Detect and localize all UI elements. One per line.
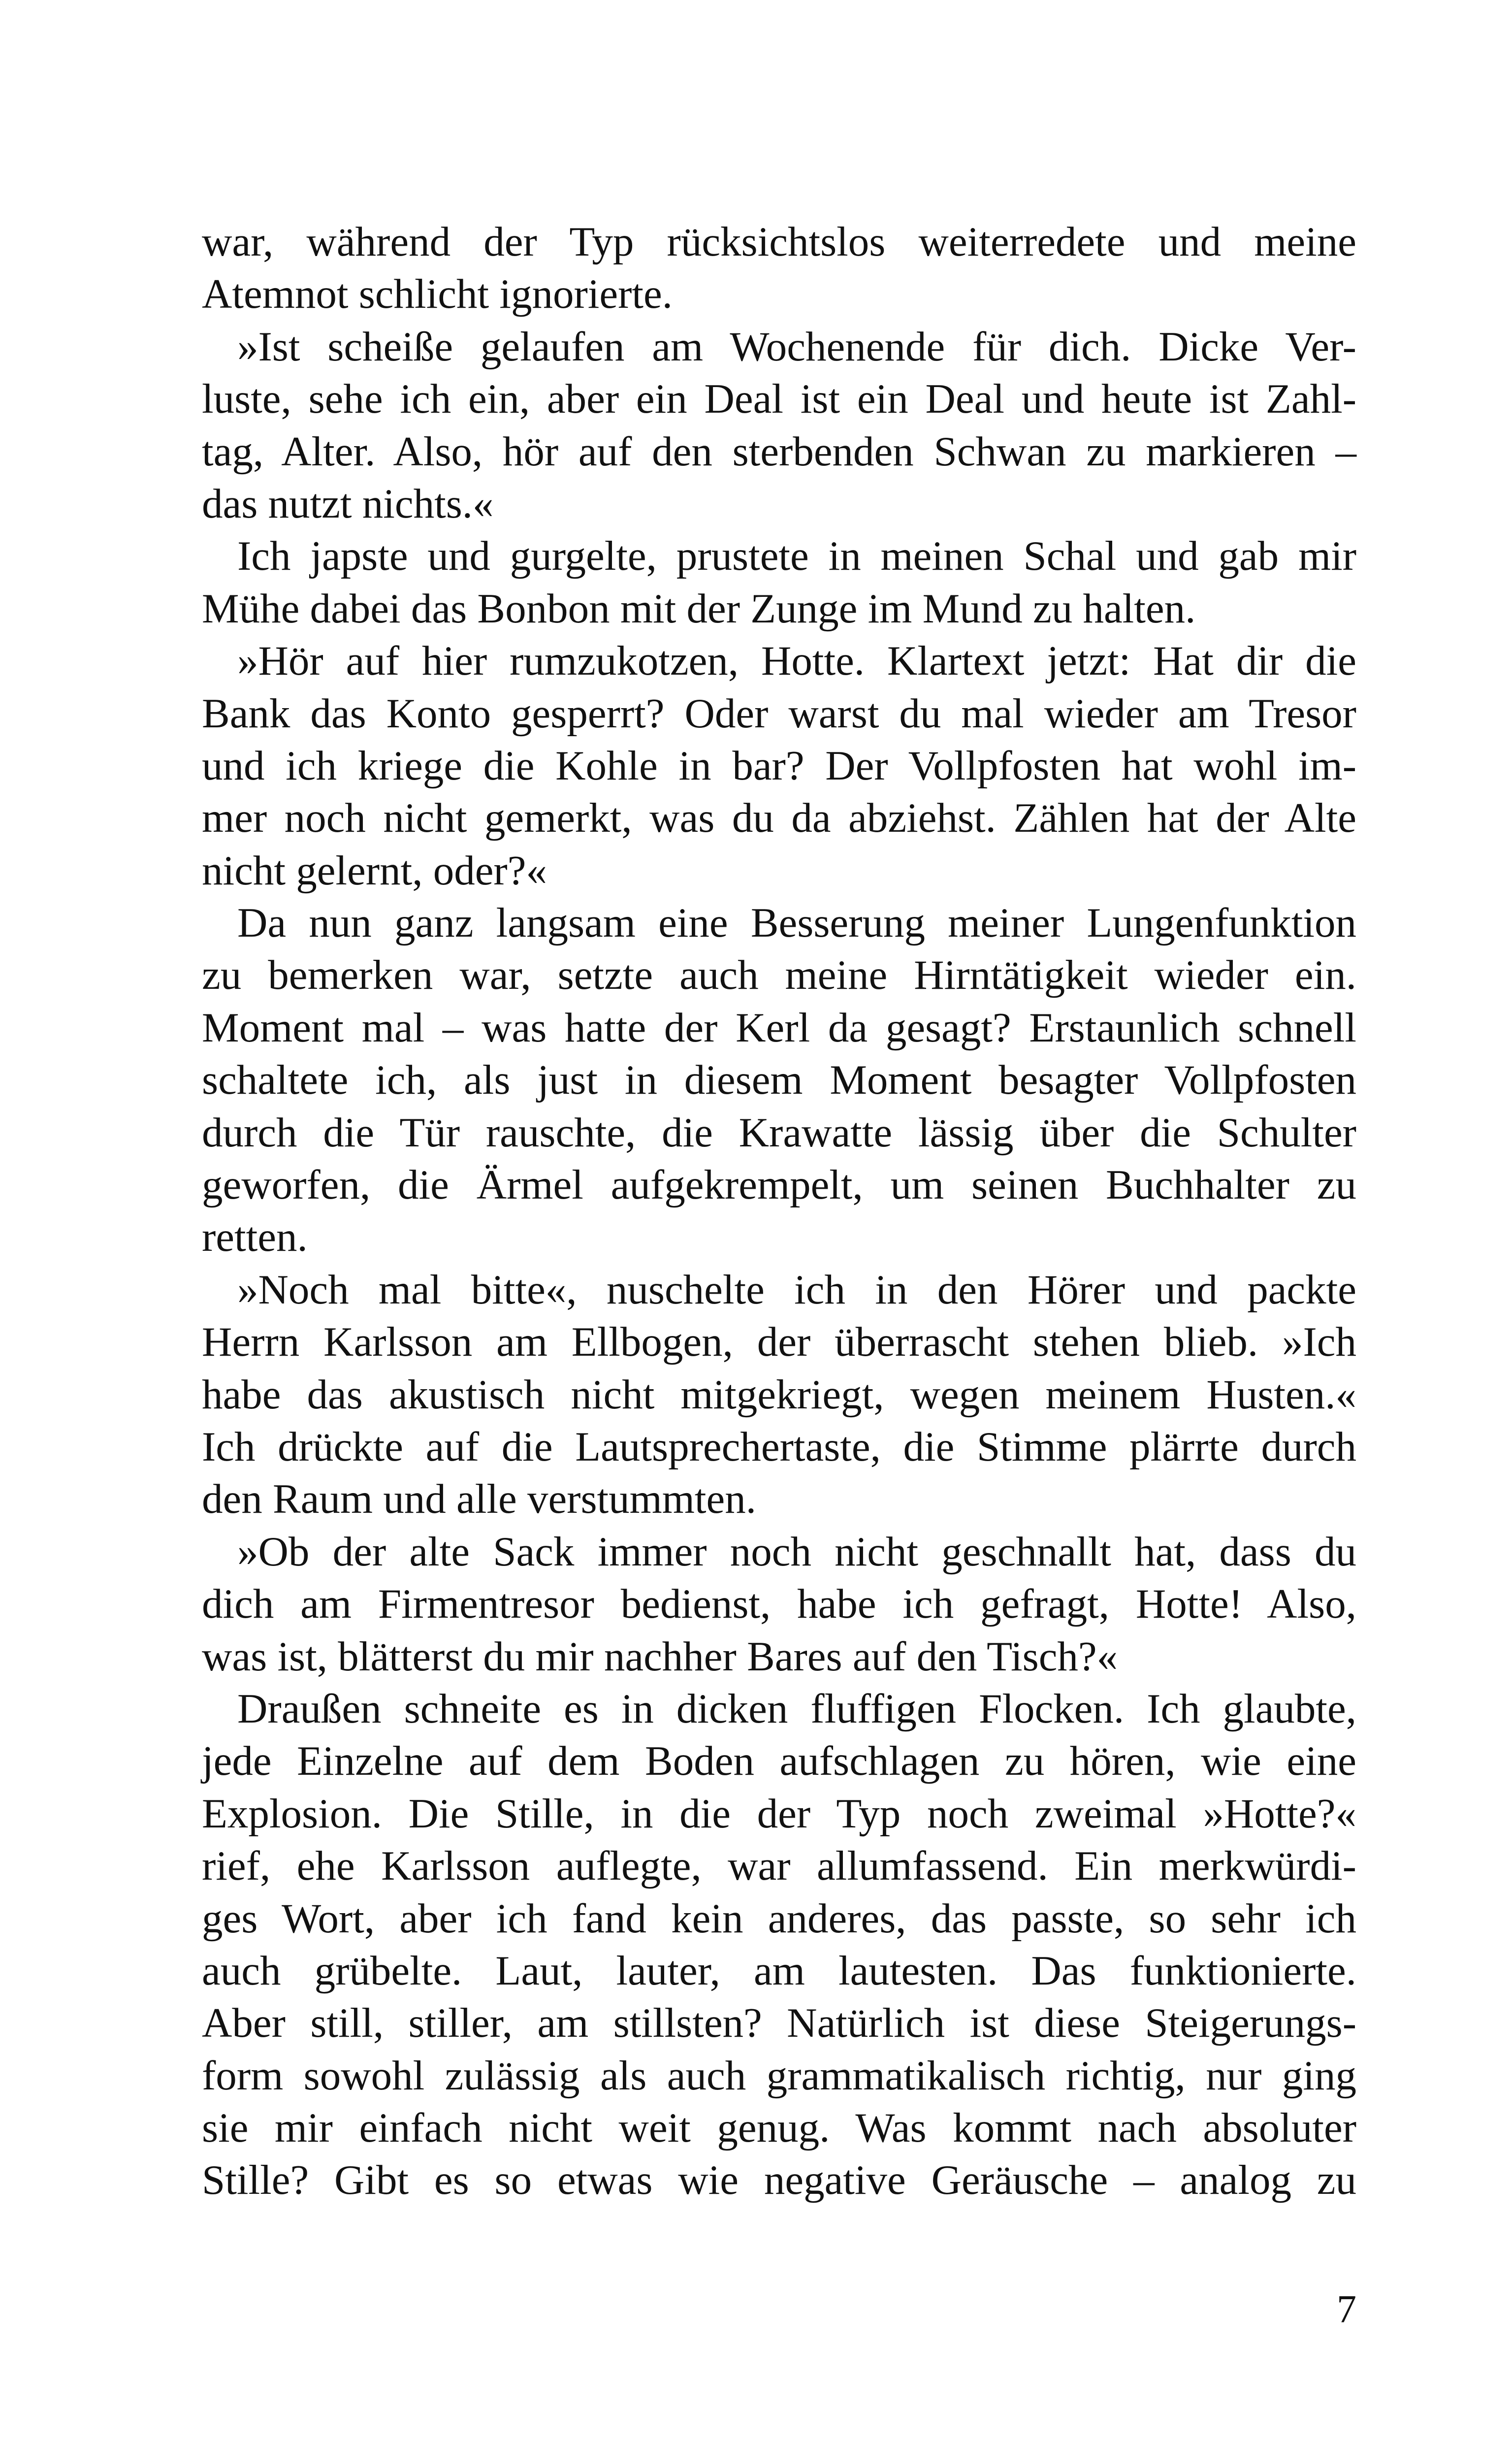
text-line: und ich kriege die Kohle in bar? Der Vollpfosten hat wohl im- (202, 742, 1356, 789)
text-line: Atemnot schlicht ignorierte. (202, 271, 673, 318)
paragraph (202, 530, 1356, 635)
paragraph (202, 635, 1356, 897)
text-line: Draußen schneite es in dicken fluffigen Flocken. Ich glaubte, (237, 1685, 1356, 1732)
text-line: nicht gelernt, oder?« (202, 847, 547, 894)
text-line: das nutzt nichts.« (202, 480, 494, 527)
text-line: jede Einzelne auf dem Boden aufschlagen zu hören, wie eine (202, 1738, 1356, 1785)
paragraph (202, 1264, 1356, 1526)
text-line: mer noch nicht gemerkt, was du da abziehst. Zählen hat der Alte (202, 795, 1356, 842)
text-line: rief, ehe Karlsson auflegte, war allumfassend. Ein merkwürdi- (202, 1843, 1356, 1889)
paragraph (202, 216, 1356, 321)
text-line: Ich drückte auf die Lautsprechertaste, die Stimme plärrte durch (202, 1423, 1356, 1470)
text-line: Explosion. Die Stille, in die der Typ noch zweimal »Hotte?« (202, 1790, 1356, 1837)
text-line: Bank das Konto gesperrt? Oder warst du mal wieder am Tresor (202, 690, 1356, 737)
paragraph (202, 321, 1356, 530)
body-text (202, 216, 1356, 2207)
text-line: tag, Alter. Also, hör auf den sterbenden Schwan zu markieren – (202, 428, 1356, 475)
text-line: den Raum und alle verstummten. (202, 1476, 757, 1523)
text-line: luste, sehe ich ein, aber ein Deal ist ein Deal und heute ist Zahl- (202, 376, 1356, 423)
text-line: Ich japste und gurgelte, prustete in meinen Schal und gab mir (237, 533, 1356, 580)
text-line: retten. (202, 1214, 308, 1261)
text-line: Aber still, stiller, am stillsten? Natürlich ist diese Steigerungs- (202, 2000, 1356, 2047)
text-line: »Ob der alte Sack immer noch nicht geschnallt hat, dass du (237, 1528, 1356, 1575)
text-line: dich am Firmentresor bedienst, habe ich gefragt, Hotte! Also, (202, 1581, 1356, 1628)
text-line: form sowohl zulässig als auch grammatikalisch richtig, nur ging (202, 2052, 1356, 2099)
paragraph (202, 897, 1356, 1264)
text-line: Da nun ganz langsam eine Besserung meiner Lungenfunktion (237, 900, 1356, 946)
text-line: zu bemerken war, setzte auch meine Hirntätigkeit wieder ein. (202, 952, 1356, 999)
text-line: was ist, blätterst du mir nachher Bares auf den Tisch?« (202, 1633, 1118, 1680)
text-line: sie mir einfach nicht weit genug. Was kommt nach absoluter (202, 2105, 1356, 2151)
page-number: 7 (1337, 2288, 1356, 2331)
text-line: durch die Tür rauschte, die Krawatte lässig über die Schulter (202, 1109, 1356, 1156)
text-line: habe das akustisch nicht mitgekriegt, wegen meinem Husten.« (202, 1371, 1356, 1418)
text-line: Mühe dabei das Bonbon mit der Zunge im Mund zu halten. (202, 585, 1196, 632)
text-line: war, während der Typ rücksichtslos weiterredete und meine (202, 219, 1356, 265)
paragraph (202, 1526, 1356, 1683)
text-line: geworfen, die Ärmel aufgekrempelt, um seinen Buchhalter zu (202, 1162, 1356, 1208)
text-line: Moment mal – was hatte der Kerl da gesagt? Erstaunlich schnell (202, 1004, 1356, 1051)
text-line: ges Wort, aber ich fand kein anderes, das passte, so sehr ich (202, 1895, 1356, 1942)
text-line: »Hör auf hier rumzukotzen, Hotte. Klartext jetzt: Hat dir die (237, 638, 1356, 684)
text-line: schaltete ich, als just in diesem Moment besagter Vollpfosten (202, 1057, 1356, 1104)
text-line: Herrn Karlsson am Ellbogen, der überrascht stehen blieb. »Ich (202, 1319, 1356, 1366)
paragraph (202, 1683, 1356, 2207)
text-line: »Ist scheiße gelaufen am Wochenende für dich. Dicke Ver- (237, 323, 1356, 370)
text-line: Stille? Gibt es so etwas wie negative Geräusche – analog zu (202, 2157, 1356, 2204)
text-line: »Noch mal bitte«, nuschelte ich in den Hörer und packte (237, 1266, 1356, 1313)
text-line: auch grübelte. Laut, lauter, am lautesten. Das funktionierte. (202, 1947, 1356, 1994)
